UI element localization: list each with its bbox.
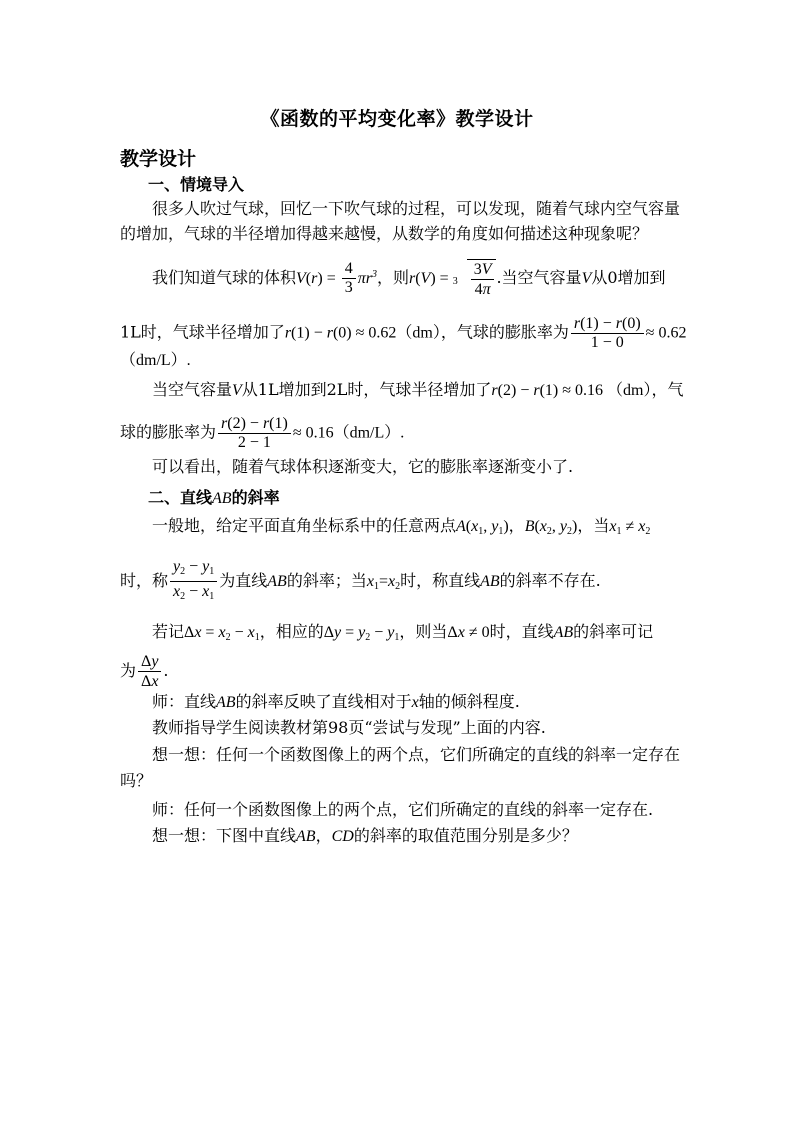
expansion-rate-fraction: $\frac{r(1) - r(0)}{1 - 0}$ xyxy=(571,314,644,352)
fraction: $\frac{4}{3}$ xyxy=(342,260,356,297)
formula-line: 为 $\frac{\Delta y}{\Delta x}$ . xyxy=(120,653,169,690)
paragraph-line: 师：直线AB的斜率反映了直线相对于x轴的倾斜程度. xyxy=(152,692,520,711)
slope-fraction: $\frac{y_2 - y_1}{x_2 - x_1}$ xyxy=(170,557,217,606)
formula-line: 若记$\Delta x = x_2 - x_1$，相应的$\Delta y = y_2 - y_1$，则当Δx ≠ 0时，直线AB的斜率可记 xyxy=(152,622,654,643)
radius-formula: r xyxy=(408,270,416,287)
formula-line: 时，称 $\frac{y_2 - y_1}{x_2 - x_1}$ 为直线AB的斜率；当$x_1=x_2$时，称直线AB的斜率不存在. xyxy=(120,557,676,606)
paragraph-line: 教师指导学生阅读教材第98页“尝试与发现”上面的内容. xyxy=(152,718,546,737)
cube-root: 3 $\frac{3V}{4\pi}$ xyxy=(453,259,497,299)
page-title: 《函数的平均变化率》教学设计 xyxy=(260,108,534,130)
paragraph-line: 吗？ xyxy=(120,771,153,790)
paragraph-line: （dm/L）. xyxy=(120,352,191,369)
subsection-heading-1: 一、情境导入 xyxy=(148,175,245,194)
formula-line: 1L时，气球半径增加了r(1) − r(0) ≈ 0.62（dm），气球的膨胀率为 $\frac{r(1) - r(0)}{1 - 0}$ ≈ 0.62 xyxy=(120,315,687,351)
formula-line: 一般地，给定平面直角坐标系中的任意两点$A(x_1$, $y_1$)，$B(x_2$, $y_2$)，当$x_1 \ne x_2$ xyxy=(152,516,651,537)
delta-fraction: $\frac{\Delta y}{\Delta x}$ xyxy=(138,652,161,691)
subsection-heading-2: 二、直线AB的斜率 xyxy=(148,488,280,507)
volume-formula: V xyxy=(296,270,306,287)
expansion-rate-fraction-2: $\frac{r(2) - r(1)}{2 - 1}$ xyxy=(218,414,291,452)
paragraph-line: 很多人吹过气球，回忆一下吹气球的过程，可以发现，随着气球内空气容量 xyxy=(152,199,681,218)
paragraph-line: 想一想：任何一个函数图像上的两个点，它们所确定的直线的斜率一定存在 xyxy=(152,745,681,764)
paragraph-line: 的增加，气球的半径增加得越来越慢，从数学的角度如何描述这种现象呢？ xyxy=(120,224,649,243)
paragraph-line: 可以看出，随着气球体积逐渐变大，它的膨胀率逐渐变小了. xyxy=(152,457,574,476)
formula-line: 球的膨胀率为 $\frac{r(2) - r(1)}{2 - 1}$ ≈ 0.16（dm/L）. xyxy=(120,415,405,451)
paragraph-line: 想一想：下图中直线AB，CD的斜率的取值范围分别是多少？ xyxy=(152,826,578,845)
formula-line: 当空气容量V从1L增加到2L时，气球半径增加了r(2) − r(1) ≈ 0.16 （dm），气 xyxy=(152,380,684,399)
section-heading: 教学设计 xyxy=(120,148,197,170)
paragraph-line: 师：任何一个函数图像上的两个点，它们所确定的直线的斜率一定存在. xyxy=(152,800,654,819)
formula-line: 我们知道气球的体积V(r) = $\frac{4}{3}$ $\pi r^3$，则r(V) = 3 $\frac{3V}{4\pi}$ .当空气容量V从0增加到 xyxy=(152,260,666,298)
